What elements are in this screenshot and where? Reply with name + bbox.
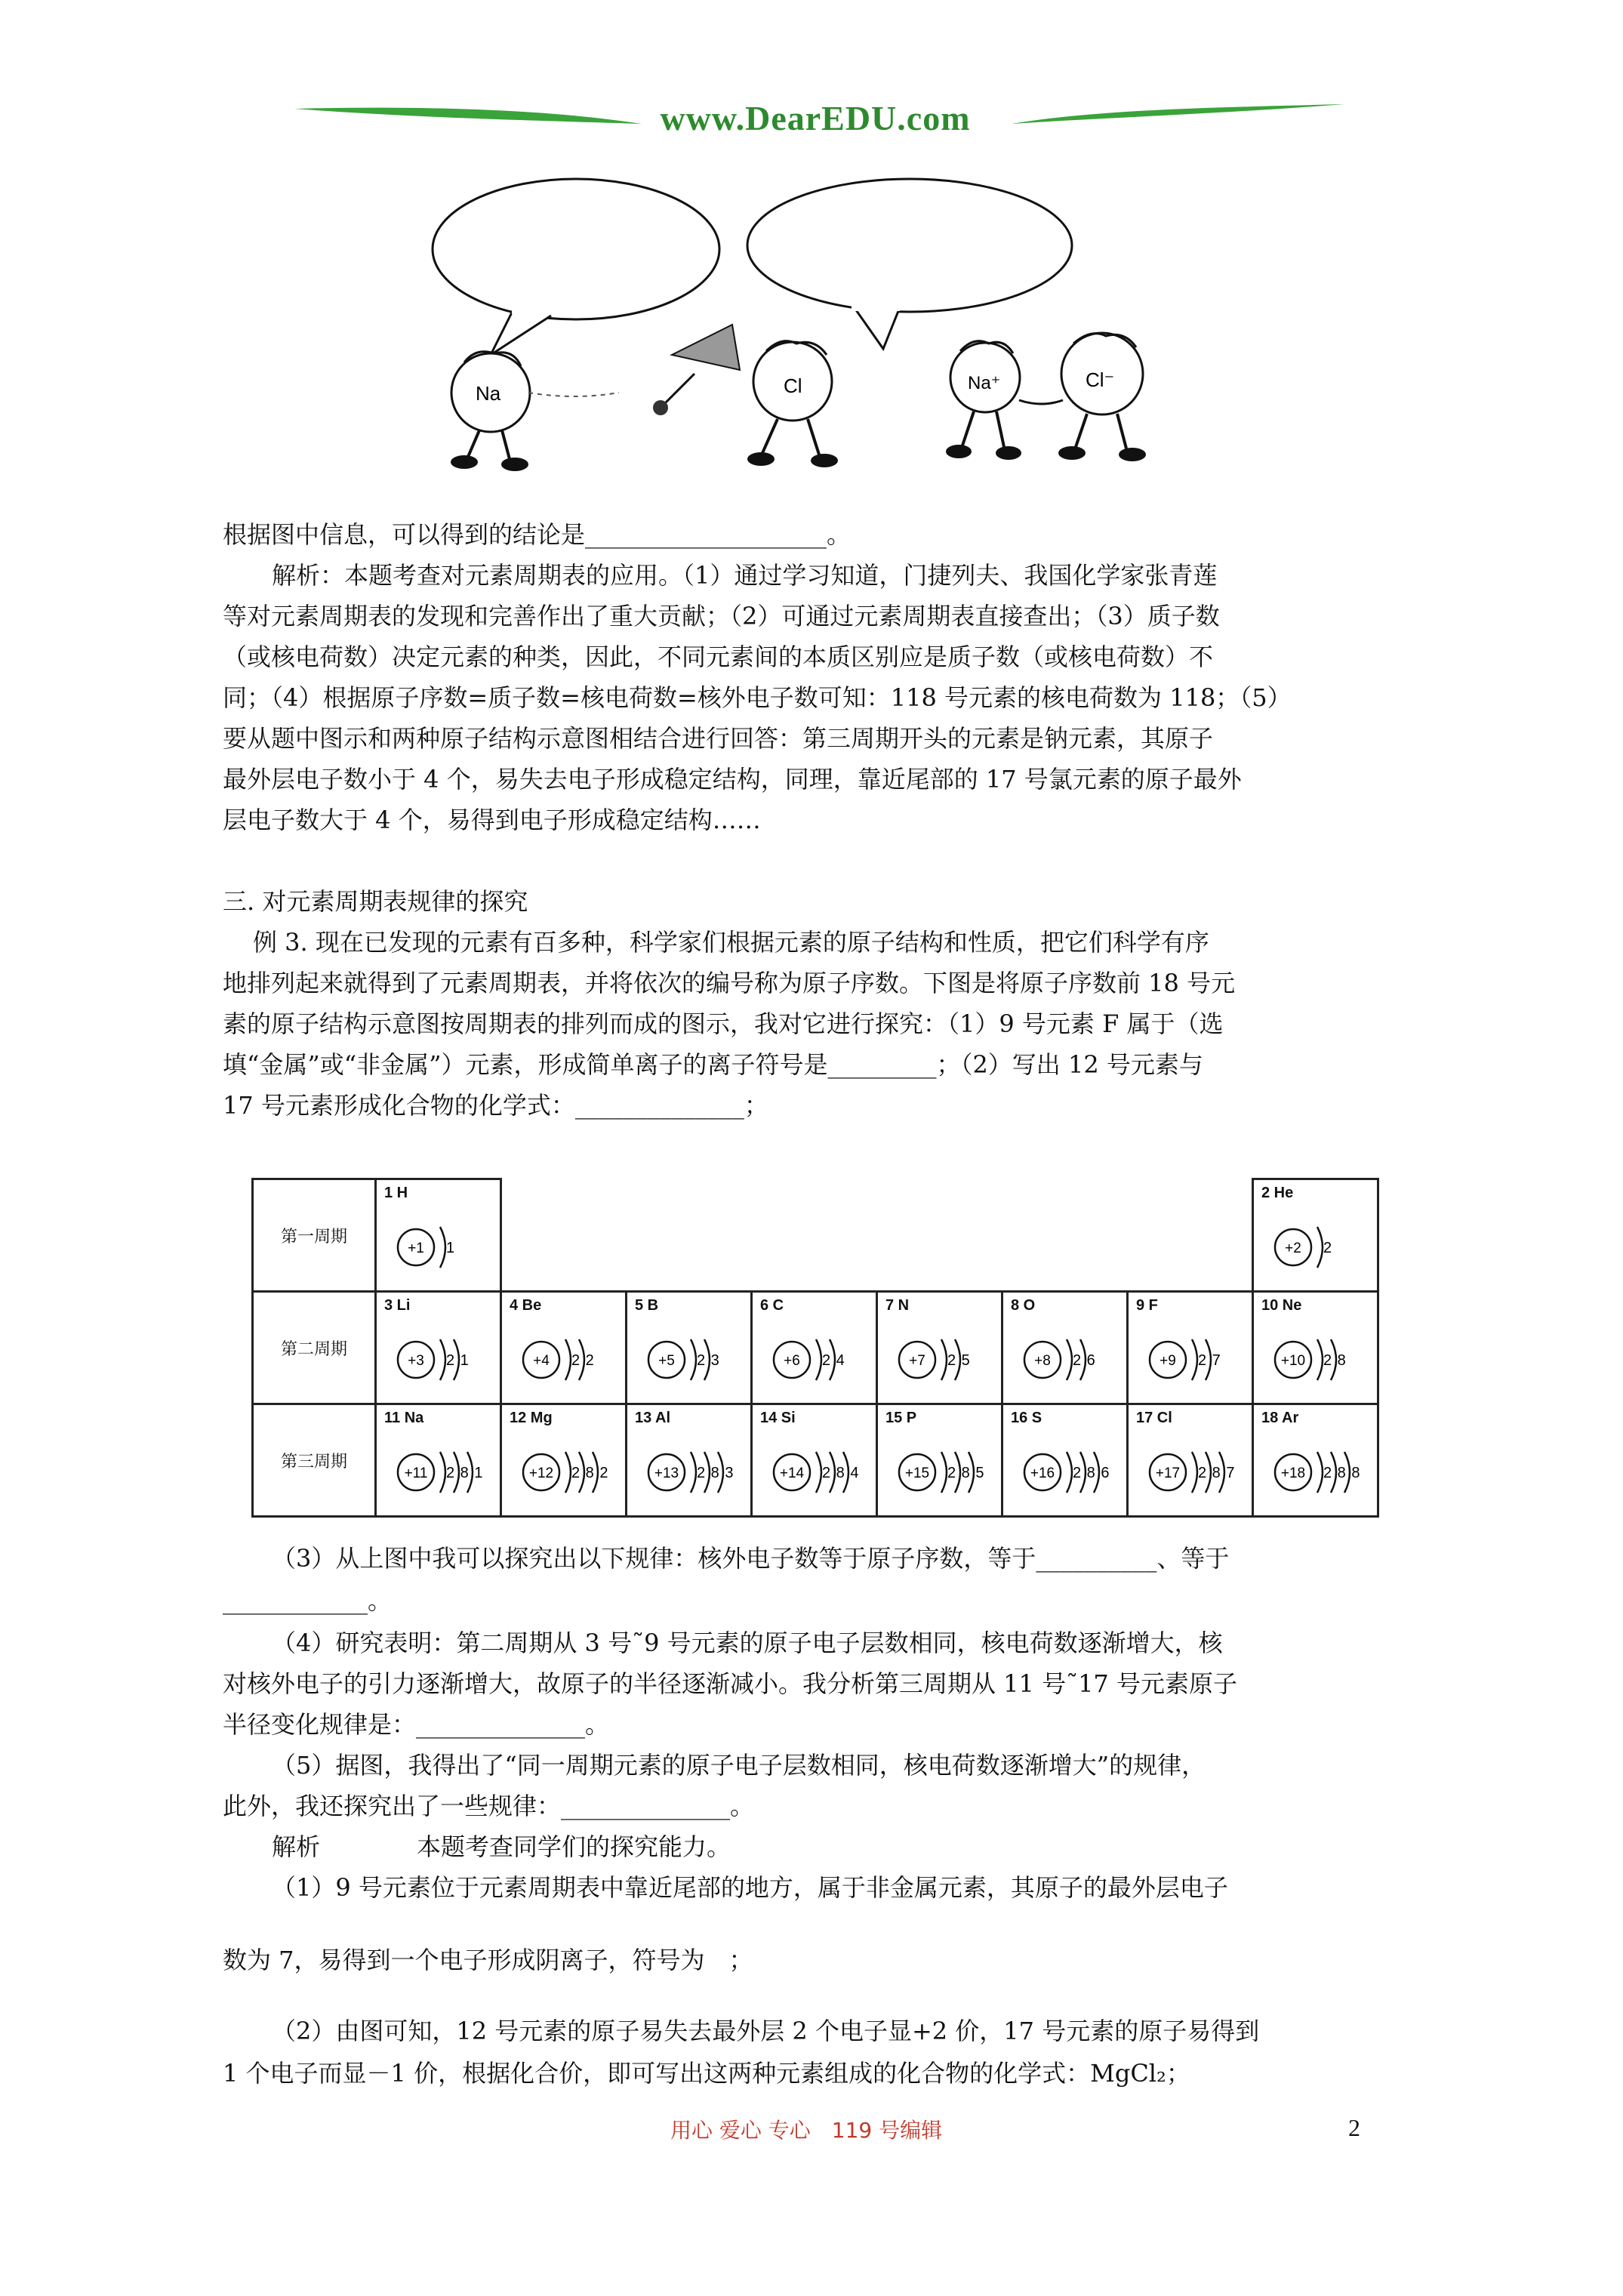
cl-ion-label: Cl⁻ bbox=[1086, 368, 1115, 391]
element-symbol: 5 B bbox=[635, 1297, 659, 1314]
electron-counts: 2 8 1 bbox=[446, 1465, 484, 1481]
atom-structure-diagram bbox=[390, 1213, 496, 1281]
element-cell bbox=[1002, 1292, 1128, 1404]
atom-structure-diagram bbox=[641, 1438, 747, 1506]
header-banner bbox=[294, 91, 1336, 151]
electron-shell-arc bbox=[691, 1452, 696, 1493]
answer2-line-1: （2）由图可知，12 号元素的原子易失去最外层 2 个电子显+2 价，17 号元素的原子易得到 bbox=[272, 2017, 1260, 2045]
nucleus-charge: +14 bbox=[779, 1465, 805, 1481]
analysis-heading: 解析 本题考查同学们的探究能力。 bbox=[272, 1832, 731, 1861]
question4-line-1: （4）研究表明：第二周期从 3 号˜9 号元素的原子电子层数相同，核电荷数逐渐增大，核 bbox=[272, 1629, 1223, 1657]
atom-structure-diagram bbox=[766, 1438, 872, 1506]
answer1-line-1: （1）9 号元素位于元素周期表中靠近尾部的地方，属于非金属元素，其原子的最外层电子 bbox=[272, 1873, 1228, 1902]
question4-line-2: 对核外电子的引力逐渐增大，故原子的半径逐渐减小。我分析第三周期从 11 号˜17 号元素原子 bbox=[223, 1669, 1237, 1698]
element-symbol: 10 Ne bbox=[1261, 1297, 1302, 1314]
question5-line-2: 此外，我还探究出了一些规律：______________。 bbox=[223, 1792, 755, 1820]
element-symbol: 12 Mg bbox=[510, 1410, 553, 1426]
nucleus-charge: +15 bbox=[904, 1465, 930, 1481]
electron-shell-arc bbox=[691, 1339, 696, 1380]
speech-bubble-left bbox=[433, 179, 719, 355]
element-symbol: 4 Be bbox=[510, 1297, 542, 1314]
page-number: 2 bbox=[1348, 2114, 1360, 2141]
atom-structure-diagram bbox=[390, 1326, 496, 1394]
element-cell bbox=[877, 1292, 1002, 1404]
empty-cell bbox=[1128, 1179, 1253, 1292]
analysis-line-3: （或核电荷数）决定元素的种类，因此，不同元素间的本质区别应是质子数（或核电荷数）不 bbox=[223, 643, 1214, 671]
atom-structure-diagram bbox=[1142, 1438, 1248, 1506]
electron-shell-arc bbox=[816, 1452, 821, 1493]
empty-cell bbox=[1002, 1179, 1128, 1292]
electron-shell-arc bbox=[816, 1339, 821, 1380]
electron-shell-arc bbox=[440, 1227, 445, 1268]
empty-cell bbox=[877, 1179, 1002, 1292]
example3-line-5: 17 号元素形成化合物的化学式：______________； bbox=[223, 1091, 768, 1120]
element-symbol: 15 P bbox=[885, 1410, 917, 1426]
atom-structure-diagram bbox=[1017, 1438, 1123, 1506]
periodic-table-figure bbox=[251, 1178, 1379, 1518]
element-symbol: 1 H bbox=[384, 1185, 408, 1201]
element-cell bbox=[752, 1292, 877, 1404]
element-cell bbox=[501, 1292, 627, 1404]
nucleus-charge: +13 bbox=[654, 1465, 679, 1481]
electron-counts: 2 bbox=[1323, 1240, 1333, 1256]
electron-counts: 2 8 bbox=[1323, 1352, 1347, 1369]
atom-structure-diagram bbox=[390, 1438, 496, 1506]
cl-label: Cl bbox=[784, 374, 802, 397]
electron-shell-arc bbox=[1067, 1452, 1072, 1493]
example3-line-4: 填“金属”或“非金属”）元素，形成简单离子的离子符号是_________；（2）写出 12 号元素与 bbox=[223, 1050, 1203, 1079]
atom-structure-diagram bbox=[892, 1326, 997, 1394]
element-cell bbox=[376, 1179, 501, 1292]
answer1-line-2: 数为 7，易得到一个电子形成阴离子，符号为 ； bbox=[223, 1946, 753, 1974]
element-cell bbox=[1253, 1292, 1378, 1404]
element-symbol: 2 He bbox=[1261, 1185, 1294, 1201]
na-ion-character bbox=[946, 341, 1021, 460]
element-cell bbox=[501, 1404, 627, 1517]
electron-net bbox=[653, 325, 740, 415]
nucleus-charge: +5 bbox=[658, 1353, 675, 1369]
period-row bbox=[253, 1292, 1378, 1404]
nucleus-charge: +17 bbox=[1155, 1465, 1181, 1481]
element-symbol: 18 Ar bbox=[1261, 1410, 1299, 1426]
nucleus-charge: +2 bbox=[1285, 1240, 1301, 1256]
electron-counts: 2 6 bbox=[1073, 1352, 1096, 1369]
example3-line-2: 地排列起来就得到了元素周期表，并将依次的编号称为原子序数。下图是将原子序数前 18 号元 bbox=[223, 969, 1236, 997]
period-label: 第一周期 bbox=[253, 1179, 376, 1292]
electron-shell-arc bbox=[440, 1452, 445, 1493]
electron-counts: 2 8 5 bbox=[947, 1465, 985, 1481]
na-atom-character bbox=[451, 352, 619, 471]
element-symbol: 14 Si bbox=[760, 1410, 796, 1426]
nucleus-charge: +9 bbox=[1160, 1353, 1176, 1369]
atom-structure-diagram bbox=[1017, 1326, 1123, 1394]
element-cell bbox=[627, 1292, 752, 1404]
electron-counts: 1 bbox=[446, 1240, 456, 1256]
banner-swoosh-left bbox=[294, 91, 642, 151]
conclusion-question: 根据图中信息，可以得到的结论是____________________。 bbox=[223, 520, 852, 549]
question3-line-2: ____________。 bbox=[223, 1586, 393, 1615]
empty-cell bbox=[501, 1179, 627, 1292]
nucleus-charge: +10 bbox=[1280, 1353, 1306, 1369]
electron-counts: 2 8 3 bbox=[697, 1465, 735, 1481]
example3-line-3: 素的原子结构示意图按周期表的排列而成的图示，我对它进行探究：（1）9 号元素 F 属于（选 bbox=[223, 1009, 1224, 1038]
atom-structure-diagram bbox=[516, 1438, 621, 1506]
electron-shell-arc bbox=[565, 1339, 571, 1380]
element-cell bbox=[752, 1404, 877, 1517]
speech-bubble-right bbox=[747, 179, 1072, 349]
electron-shell-arc bbox=[1067, 1339, 1072, 1380]
section-heading: 三. 对元素周期表规律的探究 bbox=[223, 887, 528, 916]
electron-shell-arc bbox=[1192, 1339, 1197, 1380]
period-row bbox=[253, 1179, 1378, 1292]
empty-cell bbox=[752, 1179, 877, 1292]
question5-line-1: （5）据图，我得出了“同一周期元素的原子电子层数相同，核电荷数逐渐增大”的规律， bbox=[272, 1751, 1206, 1780]
element-symbol: 11 Na bbox=[384, 1410, 424, 1426]
element-symbol: 8 O bbox=[1011, 1297, 1036, 1314]
atom-structure-diagram bbox=[892, 1438, 997, 1506]
cl-atom-character bbox=[747, 341, 838, 467]
period-row bbox=[253, 1404, 1378, 1517]
element-symbol: 9 F bbox=[1136, 1297, 1158, 1314]
electron-counts: 2 8 4 bbox=[822, 1465, 860, 1481]
site-logo-text: www.DearEDU.com bbox=[660, 99, 971, 137]
nucleus-charge: +6 bbox=[784, 1353, 800, 1369]
period-label: 第三周期 bbox=[253, 1404, 376, 1517]
electron-counts: 2 8 7 bbox=[1198, 1465, 1236, 1481]
nucleus-charge: +4 bbox=[533, 1353, 550, 1369]
analysis-line-5: 要从题中图示和两种原子结构示意图相结合进行回答：第三周期开头的元素是钠元素，其原子 bbox=[223, 724, 1214, 753]
atom-structure-diagram bbox=[766, 1326, 872, 1394]
nucleus-charge: +8 bbox=[1034, 1353, 1051, 1369]
electron-shell-arc bbox=[565, 1452, 571, 1493]
atom-structure-diagram bbox=[1267, 1438, 1373, 1506]
nucleus-charge: +1 bbox=[408, 1240, 424, 1256]
element-cell bbox=[1002, 1404, 1128, 1517]
example3-line-1: 例 3. 现在已发现的元素有百多种，科学家们根据元素的原子结构和性质，把它们科学有序 bbox=[253, 928, 1209, 957]
question4-line-3: 半径变化规律是：______________。 bbox=[223, 1710, 610, 1739]
electron-shell-arc bbox=[1317, 1339, 1323, 1380]
question3-line-1: （3）从上图中我可以探究出以下规律：核外电子数等于原子序数，等于__________、等于 bbox=[272, 1544, 1230, 1573]
cl-ion-character bbox=[1019, 333, 1146, 461]
electron-shell-arc bbox=[941, 1452, 947, 1493]
nucleus-charge: +16 bbox=[1030, 1465, 1055, 1481]
nucleus-charge: +11 bbox=[404, 1465, 428, 1481]
analysis-line-4: 同；（4）根据原子序数=质子数=核电荷数=核外电子数可知：118 号元素的核电荷数为 118；（5） bbox=[223, 683, 1292, 712]
electron-counts: 2 8 2 bbox=[571, 1465, 609, 1481]
na-label: Na bbox=[476, 382, 501, 405]
footer-text: 用心 爱心 专心 119 号编辑 bbox=[670, 2118, 943, 2143]
analysis-line-7: 层电子数大于 4 个，易得到电子形成稳定结构…… bbox=[223, 806, 761, 834]
electron-shell-arc bbox=[941, 1339, 947, 1380]
electron-counts: 2 8 6 bbox=[1073, 1465, 1110, 1481]
element-cell bbox=[1128, 1292, 1253, 1404]
electron-counts: 2 8 8 bbox=[1323, 1465, 1361, 1481]
electron-counts: 2 5 bbox=[947, 1352, 971, 1369]
nucleus-charge: +12 bbox=[528, 1465, 554, 1481]
element-cell bbox=[376, 1292, 501, 1404]
element-symbol: 6 C bbox=[760, 1297, 784, 1314]
atom-structure-diagram bbox=[1267, 1326, 1373, 1394]
electron-shell-arc bbox=[1317, 1452, 1323, 1493]
element-symbol: 17 Cl bbox=[1136, 1410, 1172, 1426]
atom-structure-diagram bbox=[516, 1326, 621, 1394]
element-cell bbox=[1253, 1404, 1378, 1517]
period-label: 第二周期 bbox=[253, 1292, 376, 1404]
electron-shell-arc bbox=[440, 1339, 445, 1380]
nucleus-charge: +18 bbox=[1280, 1465, 1306, 1481]
analysis-line-2: 等对元素周期表的发现和完善作出了重大贡献；（2）可通过元素周期表直接查出；（3）质子数 bbox=[223, 602, 1220, 630]
electron-counts: 2 2 bbox=[571, 1352, 595, 1369]
empty-cell bbox=[627, 1179, 752, 1292]
electron-shell-arc bbox=[1317, 1227, 1323, 1268]
cartoon-illustration bbox=[423, 174, 1185, 476]
analysis-line-6: 最外层电子数小于 4 个，易失去电子形成稳定结构，同理，靠近尾部的 17 号氯元素的原子最外 bbox=[223, 765, 1242, 794]
element-cell bbox=[1128, 1404, 1253, 1517]
nucleus-charge: +3 bbox=[408, 1353, 424, 1369]
element-symbol: 13 Al bbox=[635, 1410, 671, 1426]
element-cell bbox=[1253, 1179, 1378, 1292]
electron-counts: 2 1 bbox=[446, 1352, 470, 1369]
atom-structure-diagram bbox=[641, 1326, 747, 1394]
element-cell bbox=[627, 1404, 752, 1517]
element-cell bbox=[877, 1404, 1002, 1517]
atom-structure-diagram bbox=[1267, 1213, 1373, 1281]
banner-swoosh-right bbox=[1012, 91, 1344, 151]
atom-structure-diagram bbox=[1142, 1326, 1248, 1394]
electron-counts: 2 4 bbox=[822, 1352, 845, 1369]
analysis-line-1: 解析：本题考查对元素周期表的应用。（1）通过学习知道，门捷列夫、我国化学家张青莲 bbox=[272, 561, 1218, 590]
na-ion-label: Na⁺ bbox=[968, 373, 1001, 393]
electron-counts: 2 3 bbox=[697, 1352, 720, 1369]
element-symbol: 3 Li bbox=[384, 1297, 411, 1314]
answer2-line-2: 1 个电子而显－1 价，根据化合价，即可写出这两种元素组成的化合物的化学式：MgCl₂； bbox=[223, 2059, 1190, 2088]
element-symbol: 7 N bbox=[885, 1297, 910, 1314]
electron-shell-arc bbox=[1192, 1452, 1197, 1493]
electron-counts: 2 7 bbox=[1198, 1352, 1221, 1369]
element-cell bbox=[376, 1404, 501, 1517]
nucleus-charge: +7 bbox=[909, 1353, 925, 1369]
element-symbol: 16 S bbox=[1011, 1410, 1042, 1426]
